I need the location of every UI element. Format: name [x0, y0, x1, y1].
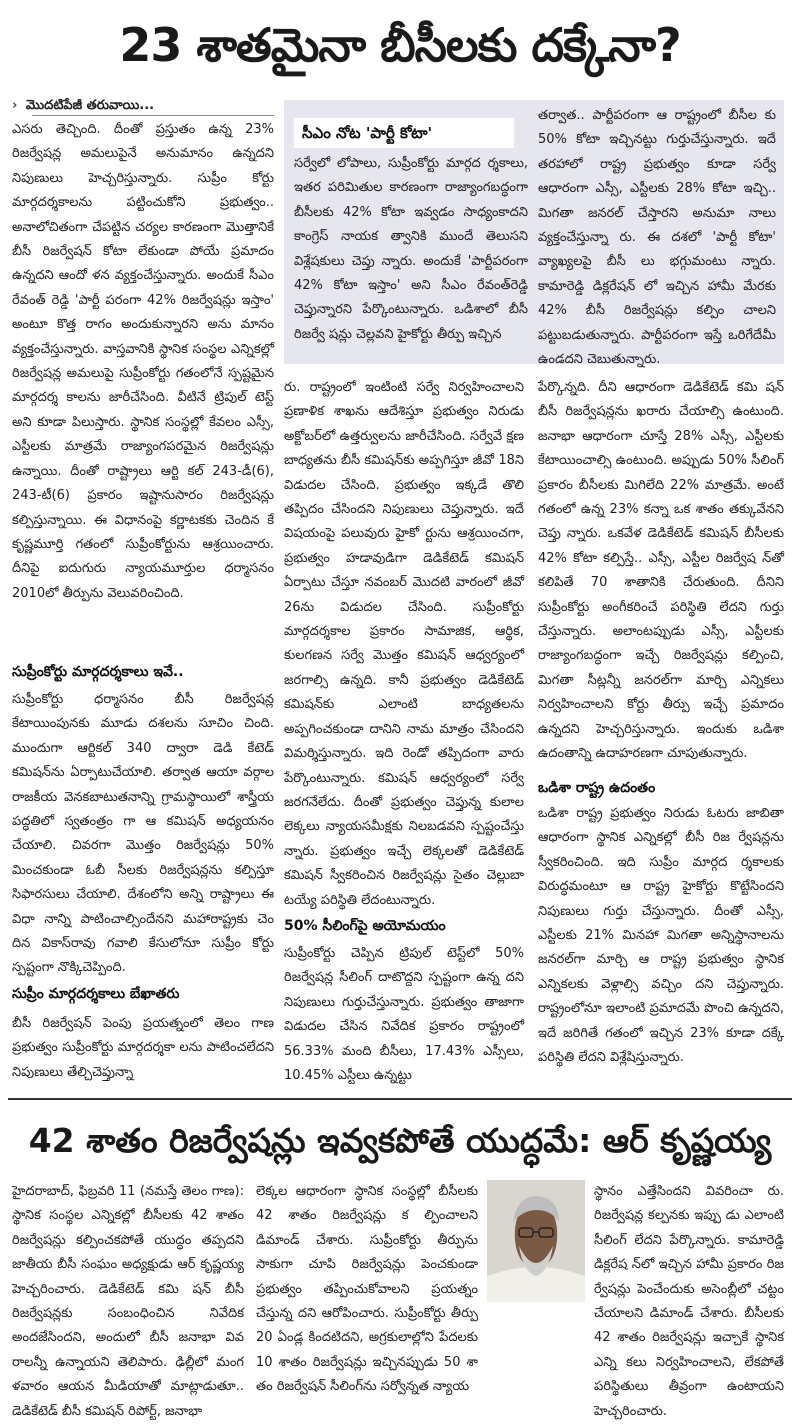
main-headline: 23 శాతమైనా బీసీలకు దక్కేనా?: [119, 18, 681, 72]
col2-paragraph-2: సుప్రీంకోర్టు చెప్పిన ట్రిపుల్ టెస్ట్‌లో 50% రిజర్వేషన్ల సీలింగ్ దాటొద్దని స్పష్టంగా ఉన్న దని నిపుణులు గుర్తుచేస్తున్నారు. ప్రభుత్వం తాజాగా విడుదల చేసిన నివేదిక ప్రకారం రాష్ట్రంలో 56.33% మంది బీసీలు, 17.43% ఎస్సీలు, 10.45% ఎస్టీలు ఉన్నట్టు: [284, 946, 524, 1084]
col1-subhead-ignored: సుప్రీం మార్గదర్శకాలు బేఖాతరు: [12, 986, 180, 1002]
col3-paragraph-2: ఒడిశా రాష్ట్ర ప్రభుత్వం నిరుడు ఓటరు జాబితా ఆధారంగా స్థానిక ఎన్నికల్లో బీసీ రిజ ర్వేషన్లను స్వీకరించింది. ఇది సుప్రీం మార్గద ర్శకాలకు విరుద్ధమంటూ ఆ రాష్ట్ర హైకోర్టు కొట్టేసిందని నిపుణులు గుర్తు చేస్తున్నారు. దీంతో ఎస్సీ, ఎస్టీలకు 21% మినహా మిగతా అన్నిస్థానాలను జనరల్‌గా మార్చి ఆ రాష్ట్ర ప్రభుత్వం స్థానిక ఎన్నికలకు వెళ్లాల్సి వచ్చిం దని చెప్తున్నారు. రాష్ట్రంలోనూ ఇలాంటి ప్రమాదమే పొంచి ఉన్నదని, ఇదే జరిగితే గతంలో ఇచ్చిన 23% కూడా దక్కే పరిస్థితి లేదని విశ్లేషిస్తున్నారు.: [538, 806, 784, 1066]
portrait-icon: [487, 1180, 585, 1302]
jump-line-text: మొదటిపేజీ తరువాయి...: [25, 98, 155, 113]
portrait-photo: [487, 1180, 585, 1302]
story2-col2: లెక్కల ఆధారంగా స్థానిక సంస్థల్లో బీసీలకు 42 శాతం రిజర్వేషన్లు క ల్పించాలని డిమాండ్ చేశారు. సుప్రీంకోర్టు తీర్పును సాకుగా చూపి రిజర్వేషన్లు పెంచకుండా ప్రభుత్వం తప్పించుకోవాలని ప్రయత్నం చేస్తున్న దని ఆరోపించారు. సుప్రీంకోర్టు తీర్పు 20 ఏండ్ల కిందటిదని, అగ్రకులాల్లోని పేదలకు 10 శాతం రిజర్వేషన్లు ఇచ్చినప్పుడు 50 శా తం రిజర్వేషన్ సీలింగ్‌ను సర్వోన్నత న్యాయ: [256, 1184, 478, 1395]
col1-subhead-guidelines: సుప్రీంకోర్టు మార్గదర్శకాలు ఇవే..: [12, 664, 184, 680]
chevron-right-icon: ›: [12, 98, 18, 113]
party-quota-box-text-right: తర్వాత.. పార్టీపరంగా ఆ రాష్ట్రంలో బీసీల కు 50% కోటా ఇచ్చినట్టు గుర్తుచేస్తున్నారు. ఇదే తరహాలో రాష్ట్ర ప్రభుత్వం కూడా సర్వే ఆధారంగా ఎస్సీ, ఎస్టీలకు 28% కోటా ఇచ్చి.. మిగతా జనరల్ చేస్తారని అనుమా నాలు వ్యక్తంచేస్తున్నా రు. ఈ దశలో 'పార్టీ కోటా' వ్యాఖ్యలపై బీసీ లు భగ్గుమంటు న్నారు. కామారెడ్డి డిక్లరేషన్‌ లో ఇచ్చిన హామీ మేరకు 42% బీసీ రిజర్వేషన్లు కల్పిం చాలని పట్టుబడుతున్నారు. పార్టీపరంగా ఇస్తే ఒరిగేదేమీ ఉండదని చెబుతున్నారు.: [538, 108, 776, 368]
party-quota-box-text-left: సర్వేలో లోపాలు, సుప్రీంకోర్టు మార్గద ర్శకాలు, ఇతర పరిమితుల కారణంగా రాజ్యాంగబద్ధంగా బీసీలకు 42% కోటా ఇవ్వడం సాధ్యంకాదని కాంగ్రెస్ నాయక త్వానికి ముందే తెలుసని విశ్లేషకులు చెప్తు న్నారు. అందుకే 'పార్టీపరంగా 42% కోటా ఇస్తాం' అని సీఎం రేవంత్‌రెడ్డి చెప్తున్నారని పేర్కొంటున్నారు. ఒడిశాలో బీసీ రిజర్వే షన్లు చెల్లవని హైకోర్టు తీర్పు ఇచ్చిన: [294, 156, 528, 342]
col3-paragraph-1: పేర్కొన్నది. దీని ఆధారంగా డెడికేటెడ్ కమి షన్ బీసీ రిజర్వేషన్లను ఖరారు చేయాల్సి ఉంటుంది. జనాభా ఆధారంగా చూస్తే 28% ఎస్సీ, ఎస్టీలకు కేటాయించాల్సి ఉంటుంది. అప్పుడు 50% సీలింగ్ ప్రకారం బీసీలకు మిగిలేది 22% మాత్రమే. అంటే గతంలో ఉన్న 23% కన్నా ఒక శాతం తక్కువేనని చెప్తు న్నారు. ఒకవేళ డెడికేటెడ్ కమిషన్ బీసీలకు 42% కోటా కల్పిస్తే.. ఎస్సీ, ఎస్టీల రిజర్వేష న్‌తో కలిపితే 70 శాతానికి చేరుతుంది. దీనిని సుప్రీంకోర్టు అంగీకరించే పరిస్థితి లేదని గుర్తు చేస్తున్నారు. అలాంటప్పుడు ఎస్సీ, ఎస్టీలకు రాజ్యాంగబద్ధంగా ఇచ్చే రిజర్వేషన్లు కల్పించి, మిగతా సీట్లన్నీ జనరల్‌గా మార్చి ఎన్నికలు నిర్వహించాలని కోర్టు తీర్పు ఇచ్చే ప్రమాదం ఉన్నదని హెచ్చరిస్తున్నారు. ఇందుకు ఒడిశా ఉదంతాన్ని ఉదాహరణగా చూపుతున్నారు.: [538, 380, 784, 762]
story2-col1: హైదరాబాద్, ఫిబ్రవరి 11 (నమస్తే తెలం గాణ): స్థానిక సంస్థల ఎన్నికల్లో బీసీలకు 42 శాతం రిజర్వేషన్లు కల్పించకపోతే యుద్ధం తప్పదని జాతీయ బీసీ సంఘం అధ్యక్షుడు ఆర్ కృష్ణయ్య హెచ్చరించారు. డెడికేటెడ్ కమి షన్ బీసీ రిజర్వేషన్లకు సంబంధించిన నివేదిక అందజేసిందని, అందులో బీసీ జనాభా వివ రాలన్నీ ఉన్నాయని తెలిపారు. ఢిల్లీలో మంగ ళవారం ఆయన మీడియాతో మాట్లాడుతూ.. డెడికేటెడ్ బీసీ కమిషన్ రిపోర్ట్, జనాభా: [12, 1184, 244, 1419]
story-divider: [8, 1098, 792, 1100]
col1-paragraph-3: బీసీ రిజర్వేషన్ పెంపు ప్రయత్నంలో తెలం గాణ ప్రభుత్వం సుప్రీంకోర్టు మార్గదర్శకా లను పాటించలేదని నిపుణులు తేల్చిచెప్తున్నా: [12, 1016, 274, 1080]
jump-line-rule: [32, 115, 274, 116]
col2-subhead-ceiling: 50% సీలింగ్‌పై అయోమయం: [284, 918, 446, 934]
col3-subhead-odisha: ఒడిశా రాష్ట్ర ఉదంతం: [538, 780, 656, 796]
col1-paragraph-1: ఎసరు తెచ్చింది. దీంతో ప్రస్తుతం ఉన్న 23% రిజర్వేషన్ల అమలుపైనే అనుమానం ఉన్నదని నిపుణులు హెచ్చరిస్తున్నారు. సుప్రీం కోర్టు మార్గదర్శకాలను పట్టించుకోని ప్రభుత్వం.. అనాలోచితంగా చేపట్టిన చర్యల కారణంగా మొత్తానికే బీసీ రిజర్వేషన్ కోటా లేకుండా పోయే ప్రమాదం ఉన్నదని ఆందో ళన వ్యక్తంచేస్తున్నారు. అందుకే సీఎం రేవంత్ రెడ్డి 'పార్టీ పరంగా 42% రిజర్వేషన్లు ఇస్తాం' అంటూ కొత్త రాగం అందుకున్నారని అను మానం వ్యక్తంచేస్తున్నారు. వాస్తవానికి స్థానిక సంస్థల ఎన్నికల్లో రిజర్వేషన్ల అమలుపై సుప్రీంకోర్టు గతంలోనే స్పష్టమైన మార్గదర్శ కాలను జారీచేసింది. వీటినే ట్రిపుల్ టెస్ట్ అని కూడా పిలుస్తారు. స్థానిక సంస్థల్లో కేవలం ఎస్సీ, ఎస్టీలకు మాత్రమే రాజ్యాంగపరమైన రిజర్వేషన్లు ఉన్నాయి. దీంతో రాష్ట్రాలు ఆర్టి కల్ 243-డీ(6), 243-టీ(6) ప్రకారం ఇష్టానుసారం రిజర్వేషన్లు కల్పిస్తున్నాయి. ఈ విధానంపై కర్ణాటకకు చెందిన కే కృష్ణమూర్తి గతంలో సుప్రీంకోర్టును ఆశ్రయించారు. దీనిపై ఐదుగురు న్యాయమూర్తుల ధర్మాసనం 2010లో తీర్పును వెలువరించింది.: [12, 122, 274, 601]
continued-from-front-page: [12, 96, 274, 116]
story2-col3: స్థానం ఎత్తేసిందని వివరించా రు. రిజర్వేషన్ల కల్పనకు ఇప్పు డు ఎలాంటి సీలింగ్ లేదని పేర్కొన్నారు. కామారెడ్డి డిక్లరేష న్‌లో ఇచ్చిన హామీ ప్రకారం రిజ ర్వేషన్లు పెంచేందుకు అసెంబ్లీలో చట్టం చేయాలని డిమాండ్ చేశారు. బీసీలకు 42 శాతం రిజర్వేషన్లు ఇచ్చాకే స్థానిక ఎన్ని కలు నిర్వహించాలని, లేకపోతే పరిస్థితులు తీవ్రంగా ఉంటాయని హెచ్చరించారు.: [594, 1184, 784, 1419]
col1-paragraph-2: సుప్రీంకోర్టు ధర్మాసనం బీసీ రిజర్వేషన్ల కేటాయింపునకు మూడు దశలను సూచిం చింది. ముందుగా ఆర్టికల్ 340 ద్వారా డెడి కేటెడ్ కమిషన్‌ను ఏర్పాటుచేయాలి. తర్వాత ఆయా వర్గాల రాజకీయ వెనకబాటుతనాన్ని గ్రామస్థాయిలో శాస్త్రీయ పద్ధతిలో స్వతంత్రం గా ఆ కమిషన్ అధ్యయనం చేయాలి. చివరగా మొత్తం రిజర్వేషన్లు 50% మించకుండా ఓబీ సీలకు రిజర్వేషన్లను కల్పిస్తూ సిఫారసులు చేయాలి. దేశంలోని అన్ని రాష్ట్రాలు ఈ విధా నాన్ని పాటించాల్సిందేనని మహారాష్ట్రకు చెం దిన వికాస్‌రావు గవాలి కేసులోనూ సుప్రీం కోర్టు స్పష్టంగా నొక్కిచెప్పింది.: [12, 692, 274, 976]
party-quota-box-title: సీఎం నోట 'పార్టీ కోటా': [294, 118, 514, 148]
second-headline: 42 శాతం రిజర్వేషన్లు ఇవ్వకపోతే యుద్ధమే: ఆర్ కృష్ణయ్య: [28, 1121, 772, 1160]
col2-paragraph-1: రు. రాష్ట్రంలో ఇంటింటి సర్వే నిర్వహించాలని ప్రణాళిక శాఖను ఆదేశిస్తూ ప్రభుత్వం నిరుడు అక్టోబర్‌లో ఉత్తర్వులను జారీచేసింది. సర్వేవే క్షణ బాధ్యతను బీసీ కమిషన్‌కు అప్పగిస్తూ జీవో 18ని విడుదల చేసింది. ప్రభుత్వం ఇక్కడే తొలి తప్పిదం చేసిందని నిపుణులు చెప్తున్నారు. ఇదే విషయంపై పలువురు హైకో ర్టును ఆశ్రయించగా, ప్రభుత్వం హడావుడిగా డెడికేటెడ్ కమిషన్ ఏర్పాటు చేస్తూ నవంబర్ మొదటి వారంలో జీవో 26ను విడుదల చేసింది. సుప్రీంకోర్టు మార్గదర్శకాల ప్రకారం సామాజిక, ఆర్థిక, కులగణన సర్వే మొత్తం కమిషన్ ఆధ్వర్యంలో జరగాల్సి ఉన్నది. కానీ ప్రభుత్వం డెడికేటెడ్ కమిషన్‌కు ఎలాంటి బాధ్యతలను అప్పగించకుండా దానిని నామ మాత్రం చేసిందని విమర్శిస్తున్నారు. ఇది రెండో తప్పిదంగా వారు పేర్కొంటున్నారు. కమిషన్ ఆధ్వర్యంలో సర్వే జరగనేలేదు. దీంతో ప్రభుత్వం చెప్తున్న కులాల లెక్కలు న్యాయసమీక్షకు నిలబడవని స్పష్టంచేస్తు న్నారు. ప్రభుత్వం ఇచ్చే లెక్కలతో డెడికేటెడ్ కమిషన్ స్వీకరించిన రిజర్వేషన్లు సైతం చెల్లుబా టయ్యే పరిస్థితి లేదంటున్నారు.: [284, 380, 524, 908]
